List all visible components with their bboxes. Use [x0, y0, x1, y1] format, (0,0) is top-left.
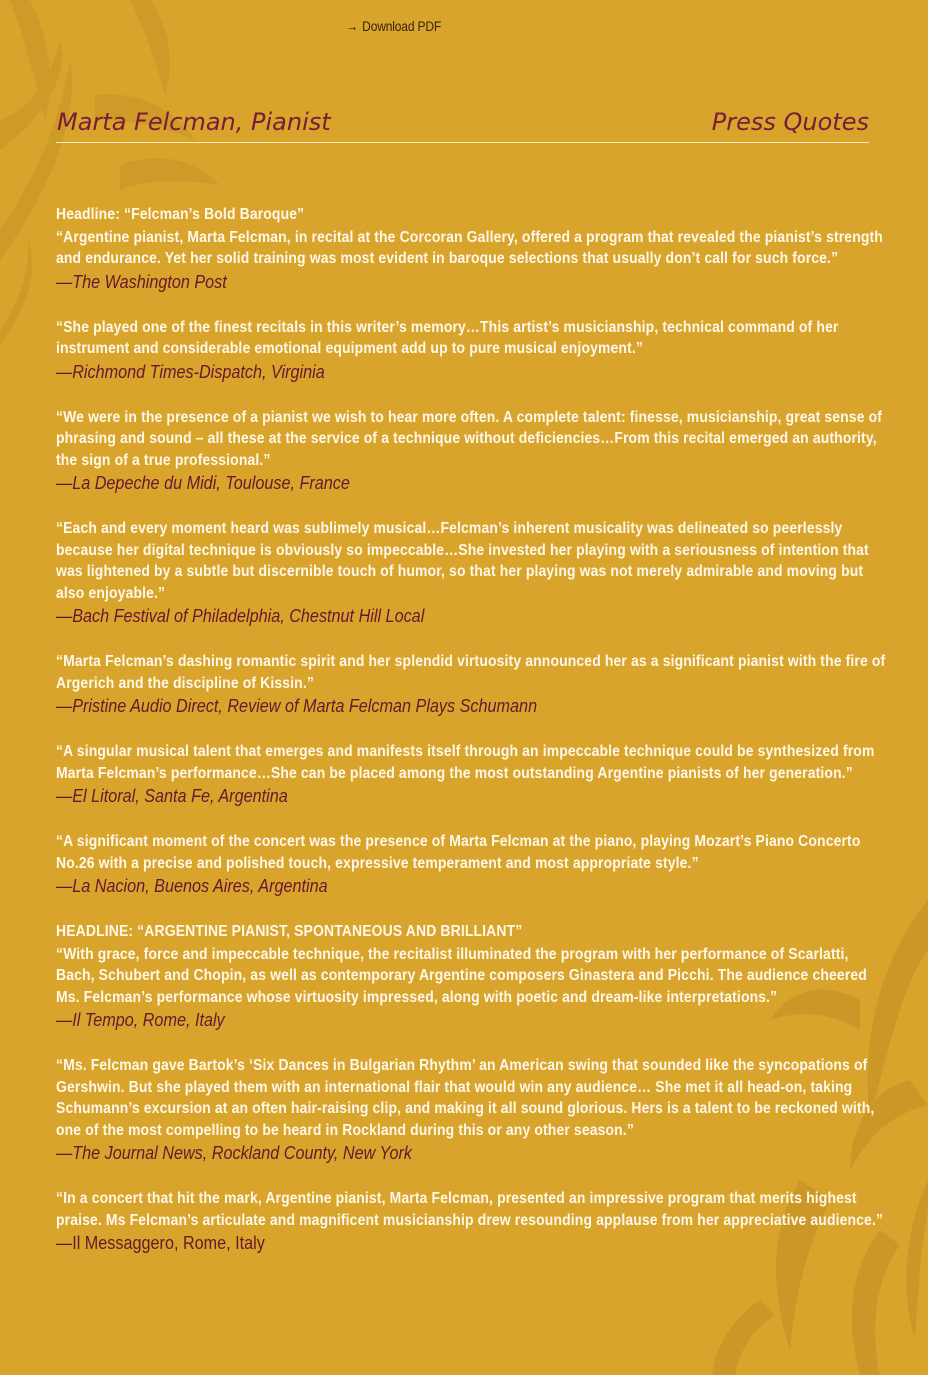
- quote-source: —La Nacion, Buenos Aires, Argentina: [56, 876, 328, 896]
- quote-text: “We were in the presence of a pianist we wish to hear more often. A complete talent: finesse, musicianship, great sense of phrasing and sound – all these at the service of a technique without deficiencies…From this recital emerged an authority, the sign of a true professional.”: [56, 408, 883, 469]
- quote-text: “With grace, force and impeccable technique, the recitalist illuminated the program with her performance of Scarlatti, Bach, Schubert and Chopin, as well as contemporary Argentine composers Ginastera and Picchi. The audience cheered Ms. Felcman’s performance whose virtuosity impressed, along with poetic and dream-like interpretations.”: [56, 945, 867, 1006]
- header-divider: [56, 142, 869, 143]
- quote-source: —Richmond Times-Dispatch, Virginia: [56, 361, 325, 382]
- section-title: Press Quotes: [711, 108, 869, 136]
- quotes-list: [56, 204, 886, 1278]
- quote-item: [56, 921, 886, 1032]
- download-pdf-label: Download PDF: [362, 18, 442, 34]
- quote-item: [56, 1188, 886, 1255]
- quote-text: “In a concert that hit the mark, Argentine pianist, Marta Felcman, presented an impressive program that merits highest praise. Ms Felcman’s articulate and magnificent musicianship drew resounding applause from her appreciative audience.”: [56, 1190, 884, 1229]
- page-title: Marta Felcman, Pianist: [57, 108, 331, 136]
- quote-item: [56, 518, 886, 628]
- quote-source: —The Washington Post: [56, 271, 227, 292]
- quote-text: “Ms. Felcman gave Bartok’s ‘Six Dances in Bulgarian Rhythm’ an American swing that sounded like the syncopations of Gershwin. But she played them with an international flair that would win any audience… She met it all head-on, taking Schumann’s excursion at an often hair-raising clip, and making it all sound glorious. Hers is a talent to be reckoned with, one of the most compelling to be heard in Rockland during this or any other season.”: [56, 1057, 875, 1139]
- quote-source: —Bach Festival of Philadelphia, Chestnut Hill Local: [56, 606, 425, 626]
- quote-text: “She played one of the finest recitals in this writer’s memory…This artist’s musicianship, technical command of her instrument and considerable emotional equipment add up to pure musical enjoyment.”: [56, 318, 839, 357]
- quote-text: “Marta Felcman’s dashing romantic spirit and her splendid virtuosity announced her as a significant pianist with the fire of Argerich and the discipline of Kissin.”: [56, 653, 886, 692]
- quote-item: [56, 651, 886, 718]
- quote-item: [56, 407, 886, 496]
- quote-source: —Il Messaggero, Rome, Italy: [56, 1233, 265, 1253]
- quote-item: [56, 831, 886, 898]
- download-pdf-link[interactable]: [346, 18, 441, 34]
- quote-item: [56, 1055, 886, 1165]
- quote-text: “Argentine pianist, Marta Felcman, in recital at the Corcoran Gallery, offered a program that revealed the pianist’s strength and endurance. Yet her solid training was most evident in baroque selections that usually don’t call for such force.”: [56, 228, 883, 267]
- quote-text: “Each and every moment heard was sublimely musical…Felcman’s inherent musicality was delineated so peerlessly because her digital technique is obviously so impeccable…She invested her playing with a seriousness of intention that was lightened by a subtle but discernible touch of humor, so that her playing was not merely admirable and moving but also enjoyable.”: [56, 520, 869, 602]
- quote-source: —The Journal News, Rockland County, New York: [56, 1143, 412, 1163]
- quote-item: [56, 204, 886, 294]
- quote-text: “A singular musical talent that emerges and manifests itself through an impeccable technique could be synthesized from Marta Felcman’s performance…She can be placed among the most outstanding Argentine pianists of her generation.”: [56, 743, 875, 782]
- arrow-right-icon: →: [346, 18, 358, 34]
- quote-item: [56, 317, 886, 384]
- quote-source: —Pristine Audio Direct, Review of Marta Felcman Plays Schumann: [56, 696, 538, 716]
- quote-source: —Il Tempo, Rome, Italy: [56, 1010, 225, 1030]
- quote-source: —La Depeche du Midi, Toulouse, France: [56, 473, 350, 493]
- quote-item: [56, 741, 886, 808]
- quote-text: “A significant moment of the concert was the presence of Marta Felcman at the piano, playing Mozart’s Piano Concerto No.26 with a precise and polished touch, expressive temperament and most appropriate style.”: [56, 833, 861, 872]
- quote-headline: HEADLINE: “ARGENTINE PIANIST, SPONTANEOUS AND BRILLIANT”: [56, 923, 523, 940]
- quote-headline: Headline: “Felcman’s Bold Baroque”: [56, 206, 305, 223]
- quote-source: —El Litoral, Santa Fe, Argentina: [56, 786, 288, 806]
